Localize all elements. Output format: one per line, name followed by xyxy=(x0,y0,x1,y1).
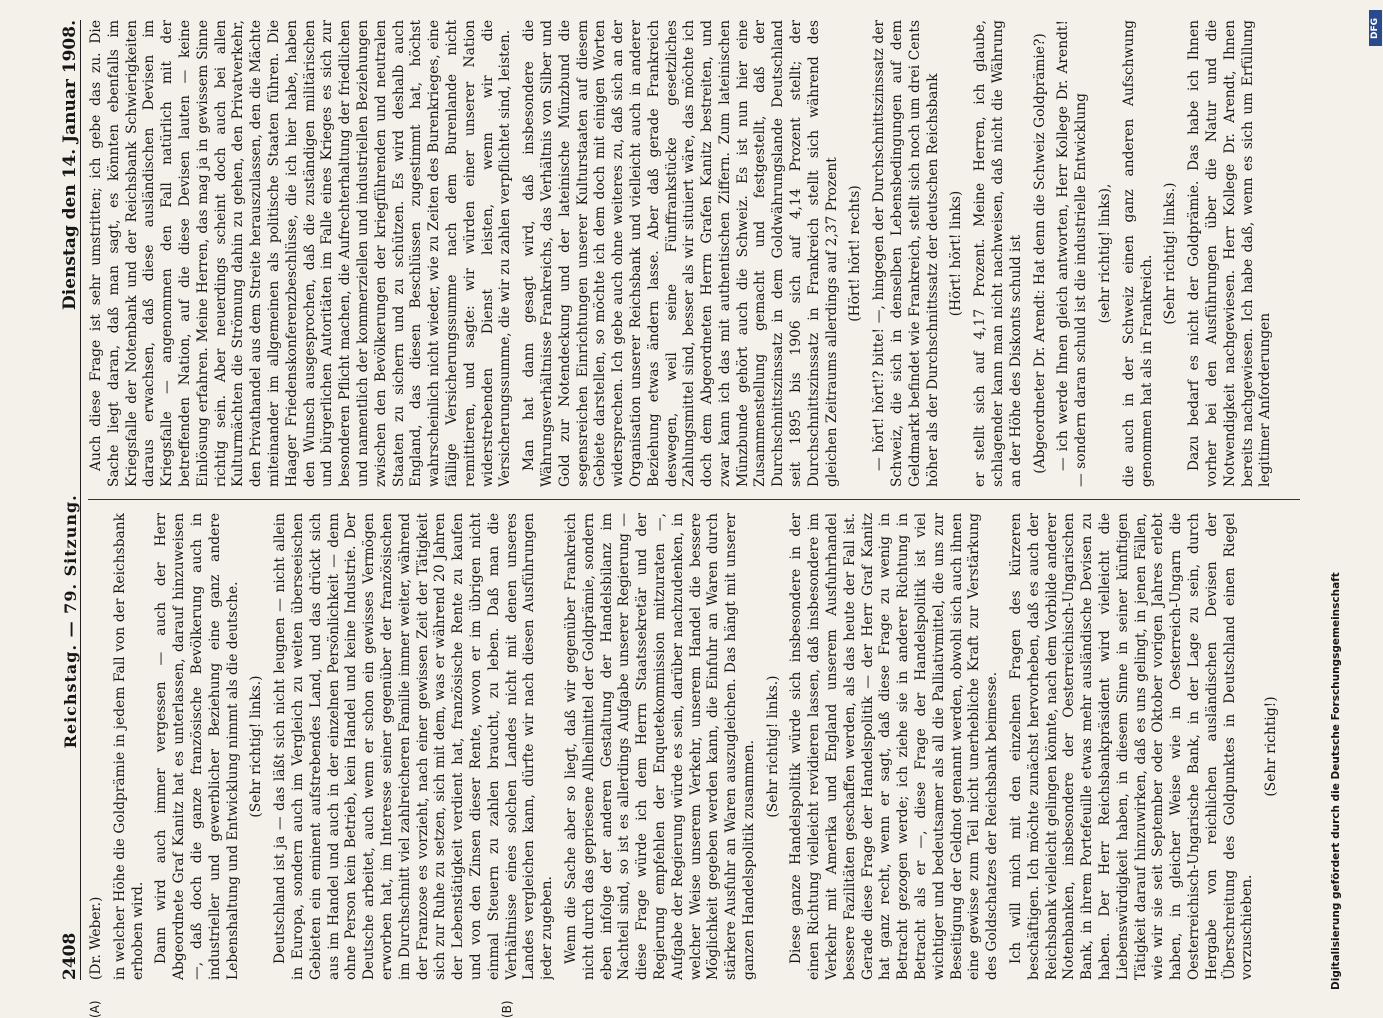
interjection: (Hört! hört! links) xyxy=(948,190,965,317)
paragraph: Dazu bedarf es nicht der Goldprämie. Das habe ich Ihnen vorher bei den Ausführungen über die Natur und die Notwendigkeit nachgewiesen. Herr Kollege Dr. Arendt, Ihnen bereits nachgewiesen. Ich habe daß, wenn es sich um Erfüllung legitimer Anforderungen xyxy=(1186,20,1274,487)
margin-letter-a: (A) xyxy=(88,1000,102,1018)
left-column xyxy=(88,513,1300,980)
paragraph: Diese ganze Handelspolitik würde sich insbesondere in der einen Richtung vielleicht revidieren lassen, daß insbesondere im Verkehr mit Amerika und England unserem Ausfuhrhandel bessere Fazilitäten geschaffen werden, als das heute der Fall ist. Gerade diese Frage der Handelspolitik — der Herr Graf Kanitz hat ganz recht, wenn er sagt, daß diese Frage zu wenig in Betracht gezogen werde; ich ziehe sie in anderer Richtung in Betracht als er —, diese Frage der Handelspolitik ist viel wichtiger und bedeutsamer als all die Palliativmittel, die uns zur Beseitigung der Geldnot genannt werden, obwohl sich auch ihnen eine gewisse zum Teil nicht unerhebliche Kraft zur Verstärkung des Goldschatzes der Reichsbank beimesse. xyxy=(788,513,1001,980)
margin-letter-b: (B) xyxy=(500,1000,514,1018)
paragraph: — ich werde Ihnen gleich antworten, Herr Kollege Dr. Arendt! — sondern daran schuld ist die industrielle Entwicklung xyxy=(1055,20,1090,487)
paragraph: Man hat dann gesagt wird, daß insbesondere die Währungsverhältnisse Frankreichs, das Verhältnis von Silber und Gold zur Notendeckung und der lateinische Münzbund die segensreichen Einrichtungen unserer Kulturstaaten auf diesem Gebiete darstellen, so möchte ich dem doch mit einigen Worten widersprechen. Ich gebe auch ohne weiteres zu, daß sich an der Organisation unserer Reichsbank und vielleicht auch in anderer Beziehung etwas ändern lasse. Aber daß gerade Frankreich deswegen, weil seine Fünffrankstücke gesetzliches Zahlungsmittel sind, besser als wir situiert wäre, das möchte ich doch dem Abgeordneten Herrn Grafen Kanitz bestreiten, und zwar kann ich das mit authentischen Ziffern. Zum lateinischen Münzbunde gehört auch die Schweiz. Es ist nun hier eine Zusammenstellung gemacht und festgestellt, daß der Durchschnittszinssatz in dem Goldwährungslande Deutschland seit 1895 bis 1906 sich auf 4,14 Prozent stellt; der Durchschnittszinssatz in Frankreich stellt sich während des gleichen Zeitraums allerdings auf 2,37 Prozent xyxy=(521,20,840,487)
dfg-logo: DFG xyxy=(1369,10,1382,46)
text-columns xyxy=(88,20,1300,980)
interjection: (Sehr richtig! links.) xyxy=(764,675,781,818)
paragraph: er stellt sich auf 4,17 Prozent. Meine Herren, ich glaube, schlagender kann man nicht nachweisen, daß nicht die Währung an der Höhe des Diskonts schuld ist xyxy=(972,20,1024,487)
speaker-label: (Dr. Weber.) xyxy=(88,896,104,980)
page-number: 2408 xyxy=(60,932,80,980)
interjection: (sehr richtig! links), xyxy=(1097,183,1114,324)
session-title: Reichstag. — 79. Sitzung. xyxy=(61,494,80,749)
paragraph: die auch in der Schweiz einen ganz anderen Aufschwung genommen hat als in Frankreich. xyxy=(1120,20,1155,487)
paragraph: — hört! hört!? bitte! —, hingegen der Durchschnittszinssatz der Schweiz, die sich in denselben Lebensbedingungen auf dem Geldmarkt befindet wie Frankreich, stellt sich noch um drei Cents höher als der Durchschnittssatz der deutschen Reichsbank xyxy=(871,20,941,487)
right-column xyxy=(88,20,1300,487)
page-header xyxy=(50,20,81,980)
document-page xyxy=(50,0,1300,1018)
digitization-note: Digitalisierung gefördert durch die Deutsche Forschungsgemeinschaft xyxy=(1330,572,1342,990)
paragraph: Wenn die Sache aber so liegt, daß wir gegenüber Frankreich nicht durch das gepriesene Allheilmittel der Goldprämie, sondern eben infolge der anderen Gestaltung der Handelsbilanz im Nachteil sind, so ist es allerdings Aufgabe unserer Regierung — diese Frage würde ich dem Herrn Staatssekretär und der Regierung empfehlen der Enquetekommission mitzuraten —, Aufgabe der Regierung würde es sein, darüber nachzudenken, in welcher Weise unserem Verkehr, unserem Handel die bessere Möglichkeit gegeben werden kann, die Einfuhr an Waren durch stärkere Ausfuhr an Waren auszugleichen. Das hängt mit unserer ganzen Handelspolitik zusammen. xyxy=(562,513,757,980)
interjection: (Sehr richtig! links.) xyxy=(1162,182,1179,325)
paragraph: Auch diese Frage ist sehr umstritten; ich gebe das zu. Die Sache liegt daran, daß man sagt, es könnten ebenfalls im Kriegsfalle der Notenbank und der Reichsbank Schwierigkeiten daraus erwachsen, daß diese ausländischen Devisen im Kriegsfalle — angenommen den Fall natürlich mit der betreffenden Nation, auf die diese Devisen lauten — keine Einlösung erfahren. Meine Herren, das mag ja in gewissem Sinne richtig sein. Aber neuerdings scheint doch auch bei allen Kulturmächten die Strömung dahin zu gehen, den Privatverkehr, den Privathandel aus dem Streite herauszulassen, den die Mächte miteinander im allgemeinen als politische Staaten führen. Die Haager Friedenskonferenzbeschlüsse, die ich hier habe, haben den Wunsch ausgesprochen, daß die zuständigen militärischen und bürgerlichen Autoritäten im Falle eines Krieges es sich zur besonderen Pflicht machen, die Aufrechterhaltung der friedlichen und namentlich der kommerziellen und industriellen Beziehungen zwischen den Bevölkerungen der kriegführenden und neutralen Staaten zu sichern und zu schützen. Es wird deshalb auch England, das diesen Beschlüssen zugestimmt hat, höchst wahrscheinlich nicht wieder, wie zu Zeiten des Burenkrieges, eine fällige Versicherungssumme nach dem Burenlande nicht remittieren, und sagte: wir würden einer unserer Nation widerstrebenden Dienst leisten, wenn wir die Versicherungssumme, die wir zu zahlen verpflichtet sind, leisten. xyxy=(88,20,514,487)
paragraph: Deutschland ist ja — das läßt sich nicht leugnen — nicht allein in Europa, sondern auch im Vergleich zu weiten überseeischen Gebieten ein eminent aufstrebendes Land, und das drückt sich aus im Handel und auch in der einzelnen Persönlichkeit — denn ohne Person kein Betrieb, kein Handel und keine Industrie. Der Deutsche arbeitet, auch wenn er schon ein gewisses Vermögen erworben hat, im Interesse seiner gegenüber der französischen im Durchschnitt viel zahlreicheren Familie immer weiter, während der Franzose es vorzieht, nach einer gewissen Zeit der Tätigkeit sich zur Ruhe zu setzen, sich mit dem, was er während 20 Jahren der Lebenstätigkeit verdient hat, französische Rente zu kaufen und von den Zinsen dieser Rente, wovon er im übrigen nicht einmal Steuern zu zahlen braucht, zu leben. Daß man die Verhältnisse eines solchen Landes nicht mit denen unseres Landes vergleichen kann, dürfte wir nach diesen Ausführungen jeder zugeben. xyxy=(272,513,556,980)
paragraph: Dann wird auch immer vergessen — auch der Herr Abgeordnete Graf Kanitz hat es unterlassen, darauf hinzuweisen —, daß doch die ganze französische Bevölkerung auch in industrieller und gewerblicher Beziehung eine ganz andere Lebenshaltung und Entwicklung nimmt als die deutsche. xyxy=(153,513,241,980)
session-date: Dienstag den 14. Januar 1908. xyxy=(60,20,80,310)
interjection: (Sehr richtig!) xyxy=(1263,696,1280,797)
interjection: (Hört! hört! rechts) xyxy=(847,185,864,322)
interjection: (Abgeordneter Dr. Arendt: Hat denn die Schweiz Goldprämie?) xyxy=(1031,33,1048,474)
paragraph: in welcher Höhe die Goldprämie in jedem Fall von der Reichsbank erhoben wird. xyxy=(111,513,146,980)
paragraph: Ich will mich mit den einzelnen Fragen des kürzeren beschäftigen. Ich möchte zunächst hervorheben, daß es auch der Reichsbank vielleicht gelingen könnte, nach dem Vorbilde anderer Notenbanken, insbesondere der Oesterreichisch-Ungarischen Bank, in ihrem Portefeuille etwas mehr ausländische Devisen zu haben. Der Herr Reichsbankpräsident wird vielleicht die Liebenswürdigkeit haben, in diesem Sinne in seiner künftigen Tätigkeit darauf hinzuwirken, daß es uns gelingt, in jenen Fällen, wie wir sie seit September oder Oktober vorigen Jahres erlebt haben, in gleicher Weise wie in Oesterreich-Ungarn die Oesterreichisch-Ungarische Bank, in der Lage zu sein, durch Hergabe von reichlichen ausländischen Devisen der Überschreitung des Goldpunktes in Deutschland einen Riegel vorzuschieben. xyxy=(1008,513,1256,980)
interjection: (Sehr richtig! links.) xyxy=(248,675,265,818)
